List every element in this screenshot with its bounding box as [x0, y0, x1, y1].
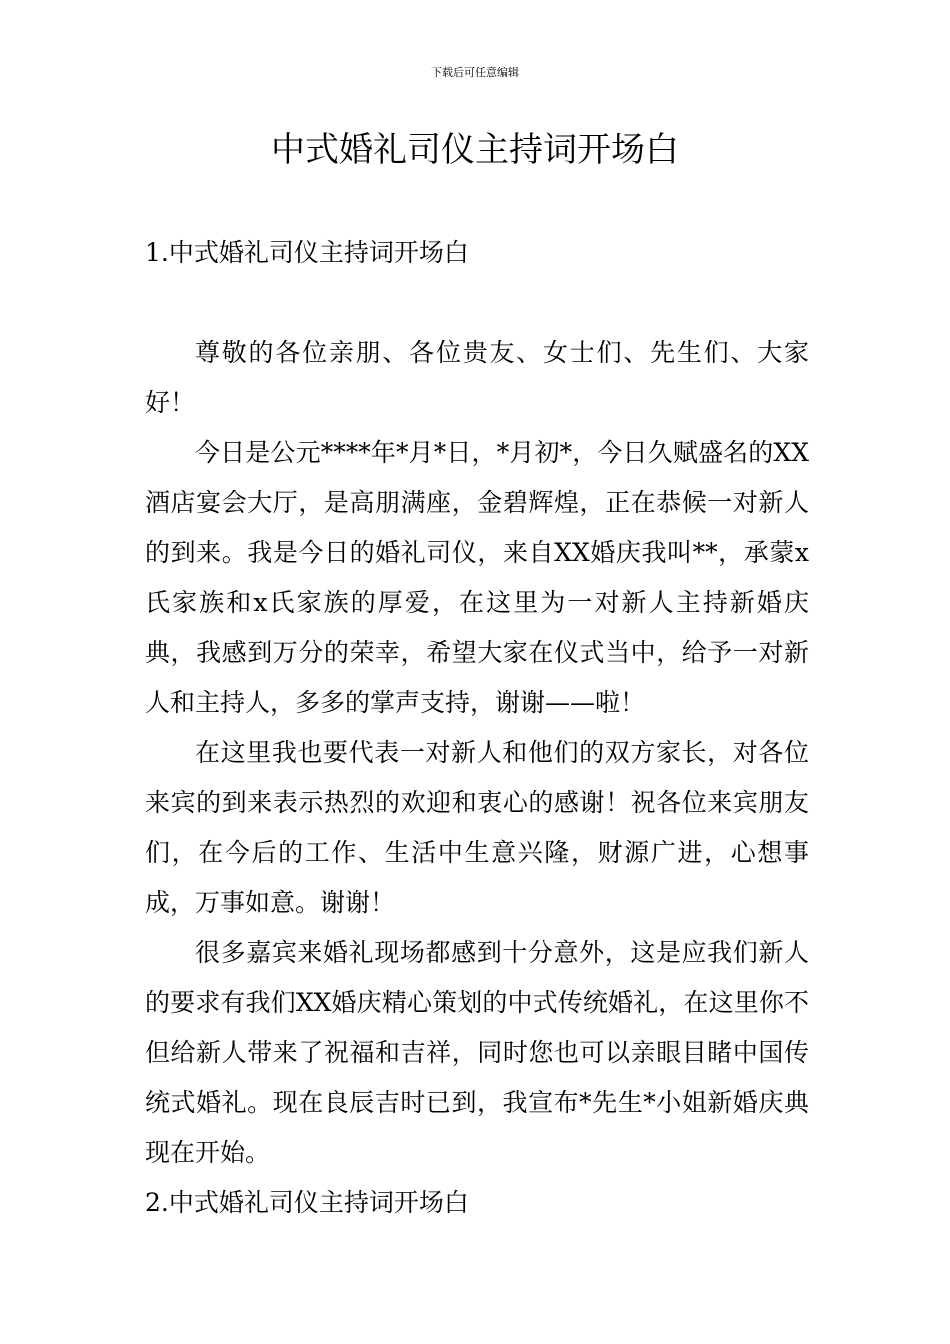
blank-line	[145, 278, 809, 328]
paragraph-ceremony-start: 很多嘉宾来婚礼现场都感到十分意外，这是应我们新人的要求有我们XX婚庆精心策划的中式传统婚礼，在这里你不但给新人带来了祝福和吉祥，同时您也可以亲眼目睹中国传统式婚礼。现在良辰吉时已到，我宣布*先生*小姐新婚庆典现在开始。	[145, 938, 809, 1167]
paragraph-opening: 今日是公元****年*月*日，*月初*，今日久赋盛名的XX酒店宴会大厅，是高朋满座，金碧辉煌，正在恭候一对新人的到来。我是今日的婚礼司仪，来自XX婚庆我叫**，承蒙x氏家族和x氏家族的厚爱，在这里为一对新人主持新婚庆典，我感到万分的荣幸，希望大家在仪式当中，给予一对新人和主持人，多多的掌声支持，谢谢——啦！	[145, 438, 809, 717]
paragraph-thanks: 在这里我也要代表一对新人和他们的双方家长，对各位来宾的到来表示热烈的欢迎和衷心的感谢！祝各位来宾朋友们，在今后的工作、生活中生意兴隆，财源广进，心想事成，万事如意。谢谢！	[145, 738, 809, 917]
document-title: 中式婚礼司仪主持词开场白	[271, 130, 679, 170]
header-note: 下载后可任意编辑	[431, 66, 519, 79]
paragraph-greeting: 尊敬的各位亲朋、各位贵友、女士们、先生们、大家好！	[145, 338, 809, 417]
document-body	[145, 228, 809, 1228]
section-heading-1: 1.中式婚礼司仪主持词开场白	[145, 238, 469, 267]
section-heading-2: 2.中式婚礼司仪主持词开场白	[145, 1188, 469, 1217]
